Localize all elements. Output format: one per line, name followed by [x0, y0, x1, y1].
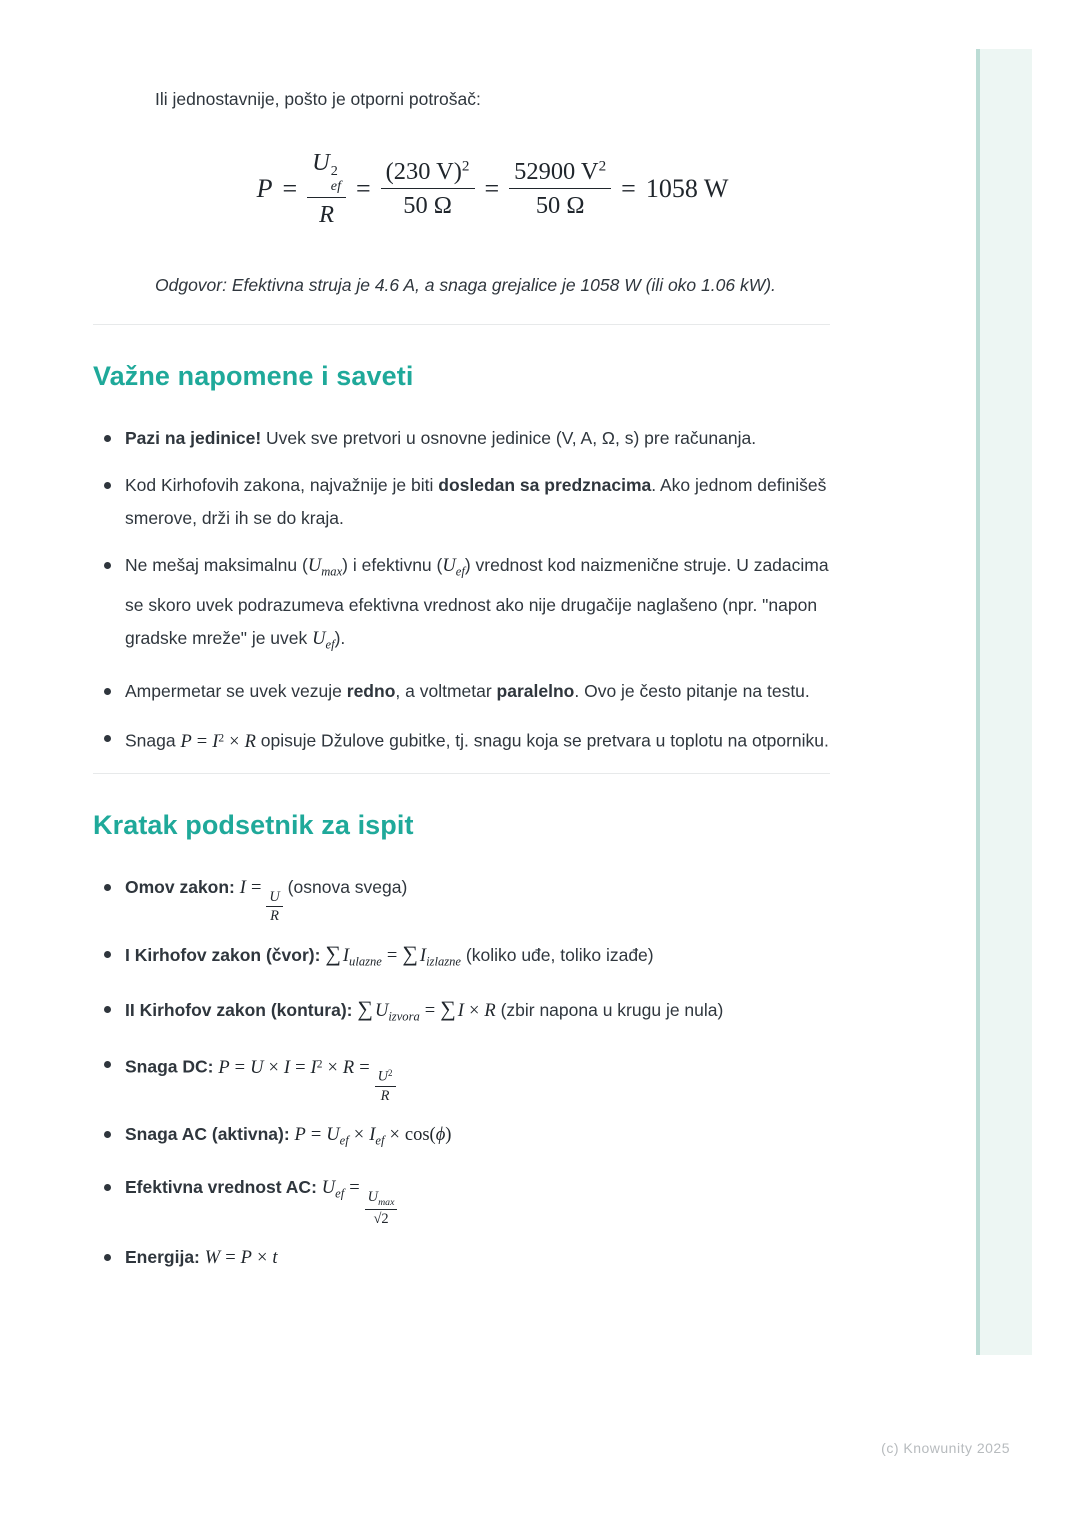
fraction-denominator: √2 — [373, 1211, 389, 1228]
sum-sign: ∑ — [402, 942, 418, 967]
text: opisuje Džulove gubitke, tj. snagu koja se pretvara u toplotu na otporniku. — [255, 731, 829, 752]
equals-sign: = — [282, 173, 298, 203]
equals-sign: = — [424, 1001, 436, 1022]
text: Snaga — [125, 731, 181, 752]
math-sub: izlazne — [426, 955, 462, 970]
section-title-notes: Važne napomene i saveti — [93, 361, 414, 392]
text: (koliko uđe, toliko izađe) — [465, 945, 654, 966]
math-var: U — [442, 556, 456, 577]
bold-label: I Kirhofov zakon (čvor): — [125, 945, 321, 966]
list-item — [93, 1241, 830, 1275]
fraction-denominator: R — [270, 908, 279, 925]
math-sub: max — [321, 564, 343, 579]
list-item — [93, 722, 830, 759]
fraction-numerator — [509, 158, 611, 189]
math-var: R — [484, 1001, 496, 1022]
list-item — [93, 871, 830, 924]
text: (zbir napona u krugu je nula) — [500, 1000, 724, 1021]
math-power-ac — [294, 1124, 452, 1148]
math-var: W — [204, 1248, 221, 1269]
list-item — [93, 993, 830, 1034]
fraction-denominator: R — [319, 200, 335, 228]
list-item — [93, 469, 830, 535]
math-var: P — [294, 1124, 306, 1145]
formula-result: 1058 W — [645, 173, 729, 203]
list-item — [93, 675, 830, 708]
math-sub: ef — [375, 1133, 385, 1148]
equals-sign: = — [234, 1057, 246, 1078]
fraction-numerator — [365, 1189, 398, 1210]
times-sign: × — [468, 1001, 480, 1022]
inline-fraction — [365, 1189, 398, 1227]
math-sup: 2 — [316, 1057, 323, 1070]
math-var: R — [342, 1057, 355, 1078]
math-sup: 2 — [388, 1067, 393, 1078]
math-kirchhoff-1 — [325, 942, 462, 970]
superscript-2: 2 — [330, 162, 338, 179]
math-sub: ef — [455, 564, 465, 579]
math-ohm-law — [239, 878, 283, 925]
math-energy — [205, 1248, 278, 1268]
inline-fraction — [266, 889, 282, 924]
bold-text: redno — [346, 681, 396, 702]
superscript-2: 2 — [598, 157, 607, 175]
bold-text: paralelno — [496, 681, 575, 702]
fraction-uef-r — [307, 149, 346, 228]
formula-var-p: P — [256, 173, 273, 203]
text: . Ovo je često pitanje na testu. — [574, 681, 810, 702]
sup-sub-stack — [331, 164, 341, 194]
math-var: P — [180, 732, 192, 753]
document-page — [93, 0, 830, 1289]
cos-function: cos( — [404, 1124, 436, 1145]
answer-paragraph: Odgovor: Efektivna struja je 4.6 A, a snaga grejalice je 1058 W (ili oko 1.06 kW). — [155, 275, 776, 296]
math-u-max — [307, 556, 343, 579]
equals-sign: = — [310, 1124, 322, 1145]
math-var: U — [307, 556, 322, 577]
subscript-ef: ef — [330, 177, 341, 194]
copyright-notice: (c) Knowunity 2025 — [881, 1440, 1010, 1456]
text: ) vrednost kod naizmenične struje. U zadacima se skoro uvek podrazumeva efektivna vrednost ako nije drugačije naglašeno (npr. "napon gradske mreže" je uvek — [125, 555, 829, 648]
math-var: U — [321, 1178, 336, 1199]
times-sign: × — [268, 1057, 279, 1078]
math-var: I — [239, 878, 246, 899]
formula-var-u: U — [312, 149, 330, 176]
list-item — [93, 1118, 830, 1158]
math-var: U — [312, 628, 326, 649]
math-var: I — [369, 1124, 376, 1145]
equals-sign: = — [295, 1057, 306, 1078]
text: Ampermetar se uvek vezuje — [125, 681, 347, 702]
bold-label: Snaga AC (aktivna): — [125, 1123, 290, 1144]
times-sign: × — [256, 1248, 268, 1269]
math-var: I — [310, 1057, 317, 1078]
fraction-denominator: R — [380, 1087, 390, 1104]
sum-sign: ∑ — [325, 942, 341, 967]
close-paren: ) — [445, 1124, 452, 1145]
equals-sign: = — [349, 1178, 360, 1199]
superscript-2: 2 — [461, 157, 470, 175]
list-item — [93, 938, 830, 979]
times-sign: × — [327, 1057, 338, 1078]
equals-sign: = — [356, 173, 371, 203]
list-item — [93, 1171, 830, 1227]
math-var: I — [212, 732, 219, 753]
math-var: U — [374, 1001, 389, 1022]
math-sup: 2 — [218, 732, 225, 745]
math-var: t — [272, 1248, 278, 1269]
text: ). — [334, 627, 346, 648]
math-var: U — [377, 1068, 389, 1085]
value-52900v: 52900 V — [514, 157, 599, 185]
fraction-numerator — [375, 1068, 396, 1087]
math-var: I — [457, 1001, 464, 1022]
math-var: U — [367, 1189, 379, 1206]
value-230v: (230 V) — [385, 157, 462, 185]
phi-symbol: ϕ — [435, 1124, 446, 1145]
fraction-denominator: 50 Ω — [403, 192, 452, 220]
equals-sign: = — [196, 732, 208, 753]
text: (osnova svega) — [287, 877, 408, 898]
bold-label: Snaga DC: — [125, 1056, 214, 1077]
notes-list — [93, 422, 830, 759]
text: ) i efektivnu ( — [342, 555, 443, 576]
text: Kod Kirhofovih zakona, najvažnije je biti — [125, 475, 439, 496]
page-edge-strip — [976, 49, 1032, 1355]
math-sub: ef — [339, 1133, 349, 1148]
fraction-230v-50ohm — [381, 158, 475, 220]
math-var: I — [342, 946, 350, 967]
list-item — [93, 549, 830, 661]
text: . Ako jednom definišeš smerove, drži ih se do kraja. — [125, 475, 827, 529]
times-sign: × — [229, 732, 240, 753]
math-sub: max — [378, 1197, 395, 1209]
math-u-ef — [442, 556, 465, 579]
list-item — [93, 1048, 830, 1104]
times-sign: × — [353, 1124, 365, 1145]
equals-sign: = — [386, 946, 398, 967]
math-var: I — [283, 1057, 291, 1078]
math-sub: izvora — [388, 1009, 420, 1024]
math-sub: ef — [325, 637, 335, 652]
math-var: P — [240, 1248, 252, 1269]
bold-text: Pazi na jedinice! — [125, 428, 262, 449]
fraction-numerator: U — [266, 889, 282, 907]
equals-sign: = — [359, 1057, 370, 1078]
math-sub: ulazne — [349, 955, 382, 970]
math-sub: ef — [335, 1187, 345, 1202]
reminder-list — [93, 871, 830, 1275]
math-rms-value — [321, 1178, 398, 1228]
times-sign: × — [389, 1124, 400, 1145]
bold-text: dosledan sa predznacima — [438, 475, 652, 496]
math-var: I — [419, 946, 427, 967]
text: Uvek sve pretvori u osnovne jedinice (V, A, Ω, s) pre računanja. — [261, 428, 757, 449]
intro-text: Ili jednostavnije, pošto je otporni potrošač: — [155, 89, 481, 109]
inline-fraction — [375, 1068, 396, 1104]
section-divider — [93, 324, 830, 325]
section-divider — [93, 773, 830, 774]
equals-sign: = — [225, 1248, 236, 1269]
bold-label: II Kirhofov zakon (kontura): — [125, 1000, 353, 1021]
math-var: P — [218, 1057, 230, 1078]
equals-sign: = — [484, 173, 500, 203]
bold-label: Efektivna vrednost AC: — [125, 1177, 317, 1198]
intro-paragraph — [93, 86, 830, 113]
text: Ne mešaj maksimalnu ( — [125, 555, 308, 576]
sum-sign: ∑ — [440, 997, 456, 1022]
equals-sign: = — [621, 173, 636, 203]
fraction-52900-50ohm — [509, 158, 611, 220]
math-power-dc — [218, 1057, 395, 1104]
math-var: U — [326, 1124, 340, 1145]
power-formula — [155, 149, 830, 228]
section-title-reminder: Kratak podsetnik za ispit — [93, 810, 414, 841]
fraction-numerator — [381, 158, 475, 189]
math-var: U — [250, 1057, 264, 1078]
bold-label: Omov zakon: — [125, 877, 235, 898]
fraction-numerator — [307, 149, 346, 198]
equals-sign: = — [250, 878, 262, 899]
math-var: R — [244, 732, 256, 753]
text: , a voltmetar — [395, 681, 497, 702]
math-kirchhoff-2 — [357, 997, 496, 1024]
fraction-denominator: 50 Ω — [535, 192, 585, 220]
bold-label: Energija: — [125, 1247, 200, 1268]
list-item — [93, 422, 830, 455]
sum-sign: ∑ — [357, 997, 373, 1022]
math-u-ef — [312, 628, 335, 652]
math-joule-power — [180, 732, 255, 752]
